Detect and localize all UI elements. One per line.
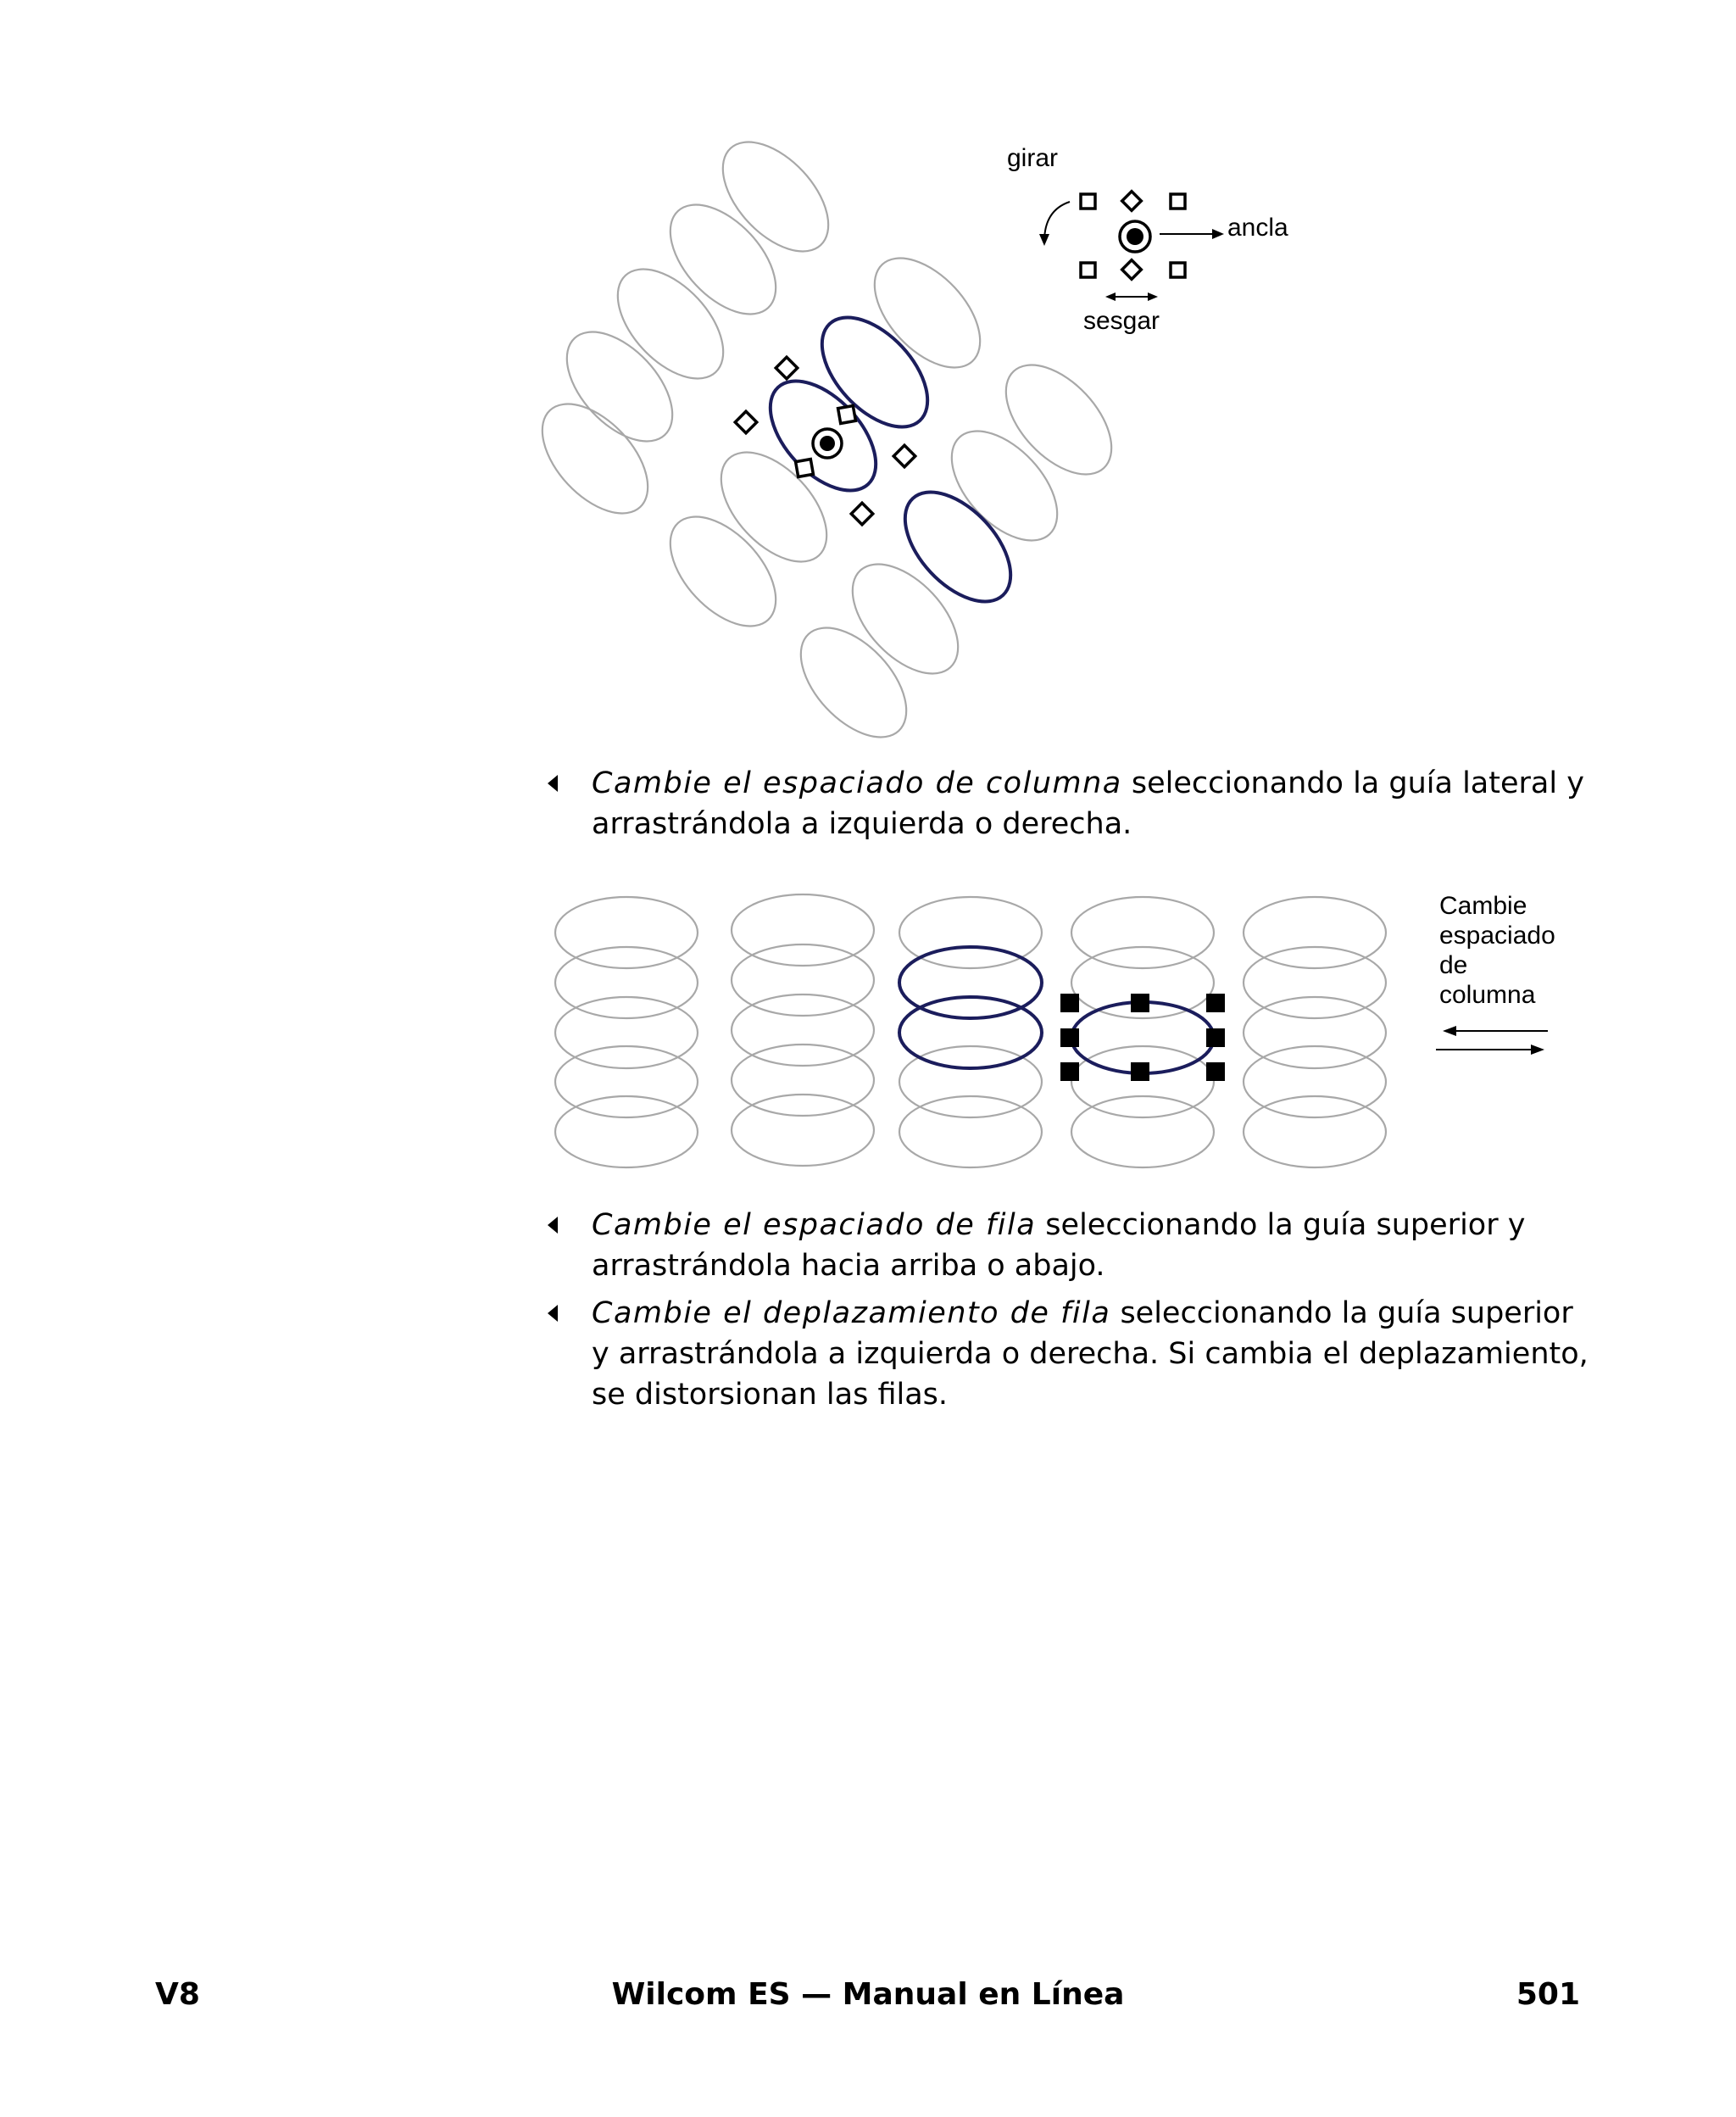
selected-ellipse <box>803 298 948 446</box>
bullet-list-1 <box>542 763 1594 844</box>
skew-arrowhead-left <box>1105 292 1116 301</box>
bullet-list-2 <box>542 1205 1594 1415</box>
legend-line-3: de <box>1439 951 1468 979</box>
pattern-ellipse <box>651 186 796 333</box>
pattern-ellipse <box>548 313 693 460</box>
legend-diamond-handle <box>1122 192 1142 211</box>
bullet-text: seleccionando la guía superior y arrastrándola hacia arriba o abajo. <box>592 1208 1526 1283</box>
bullet-emphasis: Cambie el espaciado de fila <box>592 1208 1037 1242</box>
resize-handle <box>1131 994 1149 1012</box>
legend-square-handle <box>1171 263 1185 277</box>
resize-handle <box>1131 1062 1149 1081</box>
bullet-item <box>542 1205 1594 1286</box>
rotate-handle <box>776 357 797 378</box>
legend-square-handle <box>1081 263 1095 277</box>
column <box>1071 897 1214 1167</box>
pattern-ellipse <box>899 1096 1042 1167</box>
pattern-ellipse <box>932 412 1077 560</box>
pattern-ellipse <box>555 1096 698 1167</box>
pattern-ellipse <box>855 239 1000 387</box>
pattern-ellipse <box>651 498 796 645</box>
column-spacing-figure <box>0 882 1736 1187</box>
resize-handle <box>1206 1028 1225 1047</box>
pattern-ellipse <box>1244 1096 1386 1167</box>
footer-version: V8 <box>155 1977 200 2012</box>
resize-handles <box>1060 994 1225 1081</box>
pattern-ellipse <box>555 997 698 1068</box>
anchor-dot <box>820 436 835 451</box>
bullet-item <box>542 763 1594 844</box>
bullet-text: seleccionando la guía lateral y arrastrándola a izquierda o derecha. <box>592 766 1584 841</box>
legend-diamond-handle <box>1122 260 1142 280</box>
rotate-handle <box>735 411 756 432</box>
resize-handle <box>1060 994 1079 1012</box>
pattern-ellipse <box>987 346 1132 493</box>
legend-line-2: espaciado <box>1439 922 1555 950</box>
resize-handle <box>1060 1028 1079 1047</box>
rotate-handle <box>851 503 872 524</box>
legend-anchor-dot <box>1127 228 1143 245</box>
bullet-text: seleccionando la guía superior y arrastrándola a izquierda o derecha. Si cambia el deplazamiento, se distorsionan las filas. <box>592 1296 1589 1412</box>
legend-line-4: columna <box>1439 981 1536 1009</box>
selected-ellipse <box>886 473 1031 621</box>
column <box>899 897 1042 1167</box>
column-grid <box>555 894 1386 1167</box>
column-spacing-legend <box>1436 892 1555 1055</box>
right-arrowhead <box>1531 1045 1544 1055</box>
bullet-triangle-icon <box>548 1305 558 1322</box>
resize-handle <box>1206 994 1225 1012</box>
legend-square-handle <box>1171 194 1185 209</box>
column <box>732 894 874 1166</box>
legend-square-handle <box>1081 194 1095 209</box>
rotate-handle <box>893 445 915 466</box>
pattern-ellipse <box>782 609 926 746</box>
pattern-ellipse <box>833 545 978 693</box>
pattern-ellipse <box>1244 997 1386 1068</box>
skew-label: sesgar <box>1083 307 1160 335</box>
footer-title: Wilcom ES — Manual en Línea <box>611 1977 1125 2012</box>
legend-line-1: Cambie <box>1439 892 1527 920</box>
bullet-emphasis: Cambie el deplazamiento de fila <box>592 1296 1111 1330</box>
handle-legend <box>1007 144 1288 335</box>
selection-handles <box>735 357 915 524</box>
column <box>555 897 698 1167</box>
rotate-label: girar <box>1007 144 1059 172</box>
anchor-arrowhead <box>1212 229 1224 239</box>
bullet-emphasis: Cambie el espaciado de columna <box>592 766 1122 800</box>
skew-arrowhead-right <box>1148 292 1158 301</box>
pattern-ellipse <box>704 123 849 270</box>
selected-ellipse <box>899 997 1042 1068</box>
rotate-arrowhead <box>1039 234 1049 246</box>
column <box>1244 897 1386 1167</box>
pattern-ellipse <box>1071 1096 1214 1167</box>
bullet-triangle-icon <box>548 775 558 792</box>
anchor-label: ancla <box>1227 214 1288 242</box>
resize-handle <box>1060 1062 1079 1081</box>
resize-handle <box>1206 1062 1225 1081</box>
skew-handle <box>796 460 814 477</box>
bullet-triangle-icon <box>548 1217 558 1234</box>
skew-handle <box>838 406 856 424</box>
pattern-ellipse <box>732 1095 874 1166</box>
pattern-ellipse <box>598 250 743 398</box>
footer-page-number: 501 <box>1516 1977 1580 2012</box>
rotated-pattern-figure <box>0 0 1736 746</box>
left-arrowhead <box>1443 1026 1456 1036</box>
pattern-ellipse <box>523 385 668 532</box>
bullet-item <box>542 1293 1594 1415</box>
